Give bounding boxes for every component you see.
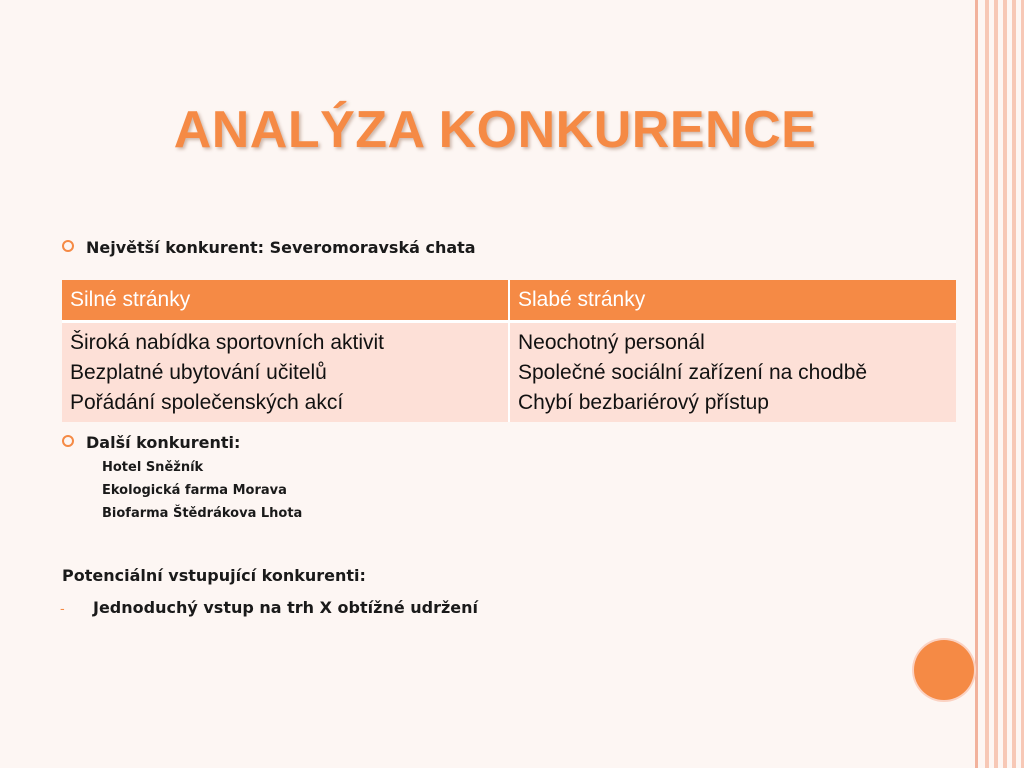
weakness-item: Společné sociální zařízení na chodbě [518,361,868,384]
circle-bullet-icon [62,435,74,447]
circle-bullet-icon [62,240,74,252]
strength-item: Bezplatné ubytování učitelů [70,361,327,384]
dash-bullet-icon: - [60,602,65,617]
strength-item: Široká nabídka sportovních aktivit [70,331,384,354]
potential-item: Jednoduchý vstup na trh X obtížné udržení [93,598,479,617]
swot-table [62,280,956,422]
competitor-item: Ekologická farma Morava [102,483,287,498]
potential-heading: Potenciální vstupující konkurenti: [62,566,366,585]
main-competitor-text: Největší konkurent: Severomoravská chata [86,238,476,257]
weaknesses-cell [509,322,956,423]
other-competitors-bullet [62,433,240,452]
slide-title: ANALÝZA KONKURENCE [173,101,817,159]
other-competitors-text: Další konkurenti: [86,433,241,452]
decorative-circle [914,640,974,700]
header-strengths: Silné stránky [62,280,509,322]
header-weaknesses: Slabé stránky [509,280,956,322]
competitor-item: Hotel Sněžník [102,460,204,475]
decorative-stripes [985,0,1024,768]
weakness-item: Chybí bezbariérový přístup [518,391,769,414]
competitor-item: Biofarma Štědrákova Lhota [102,506,303,521]
weakness-item: Neochotný personál [518,331,705,354]
main-competitor-bullet [62,238,476,257]
strength-item: Pořádání společenských akcí [70,391,344,414]
strengths-cell [62,322,509,423]
